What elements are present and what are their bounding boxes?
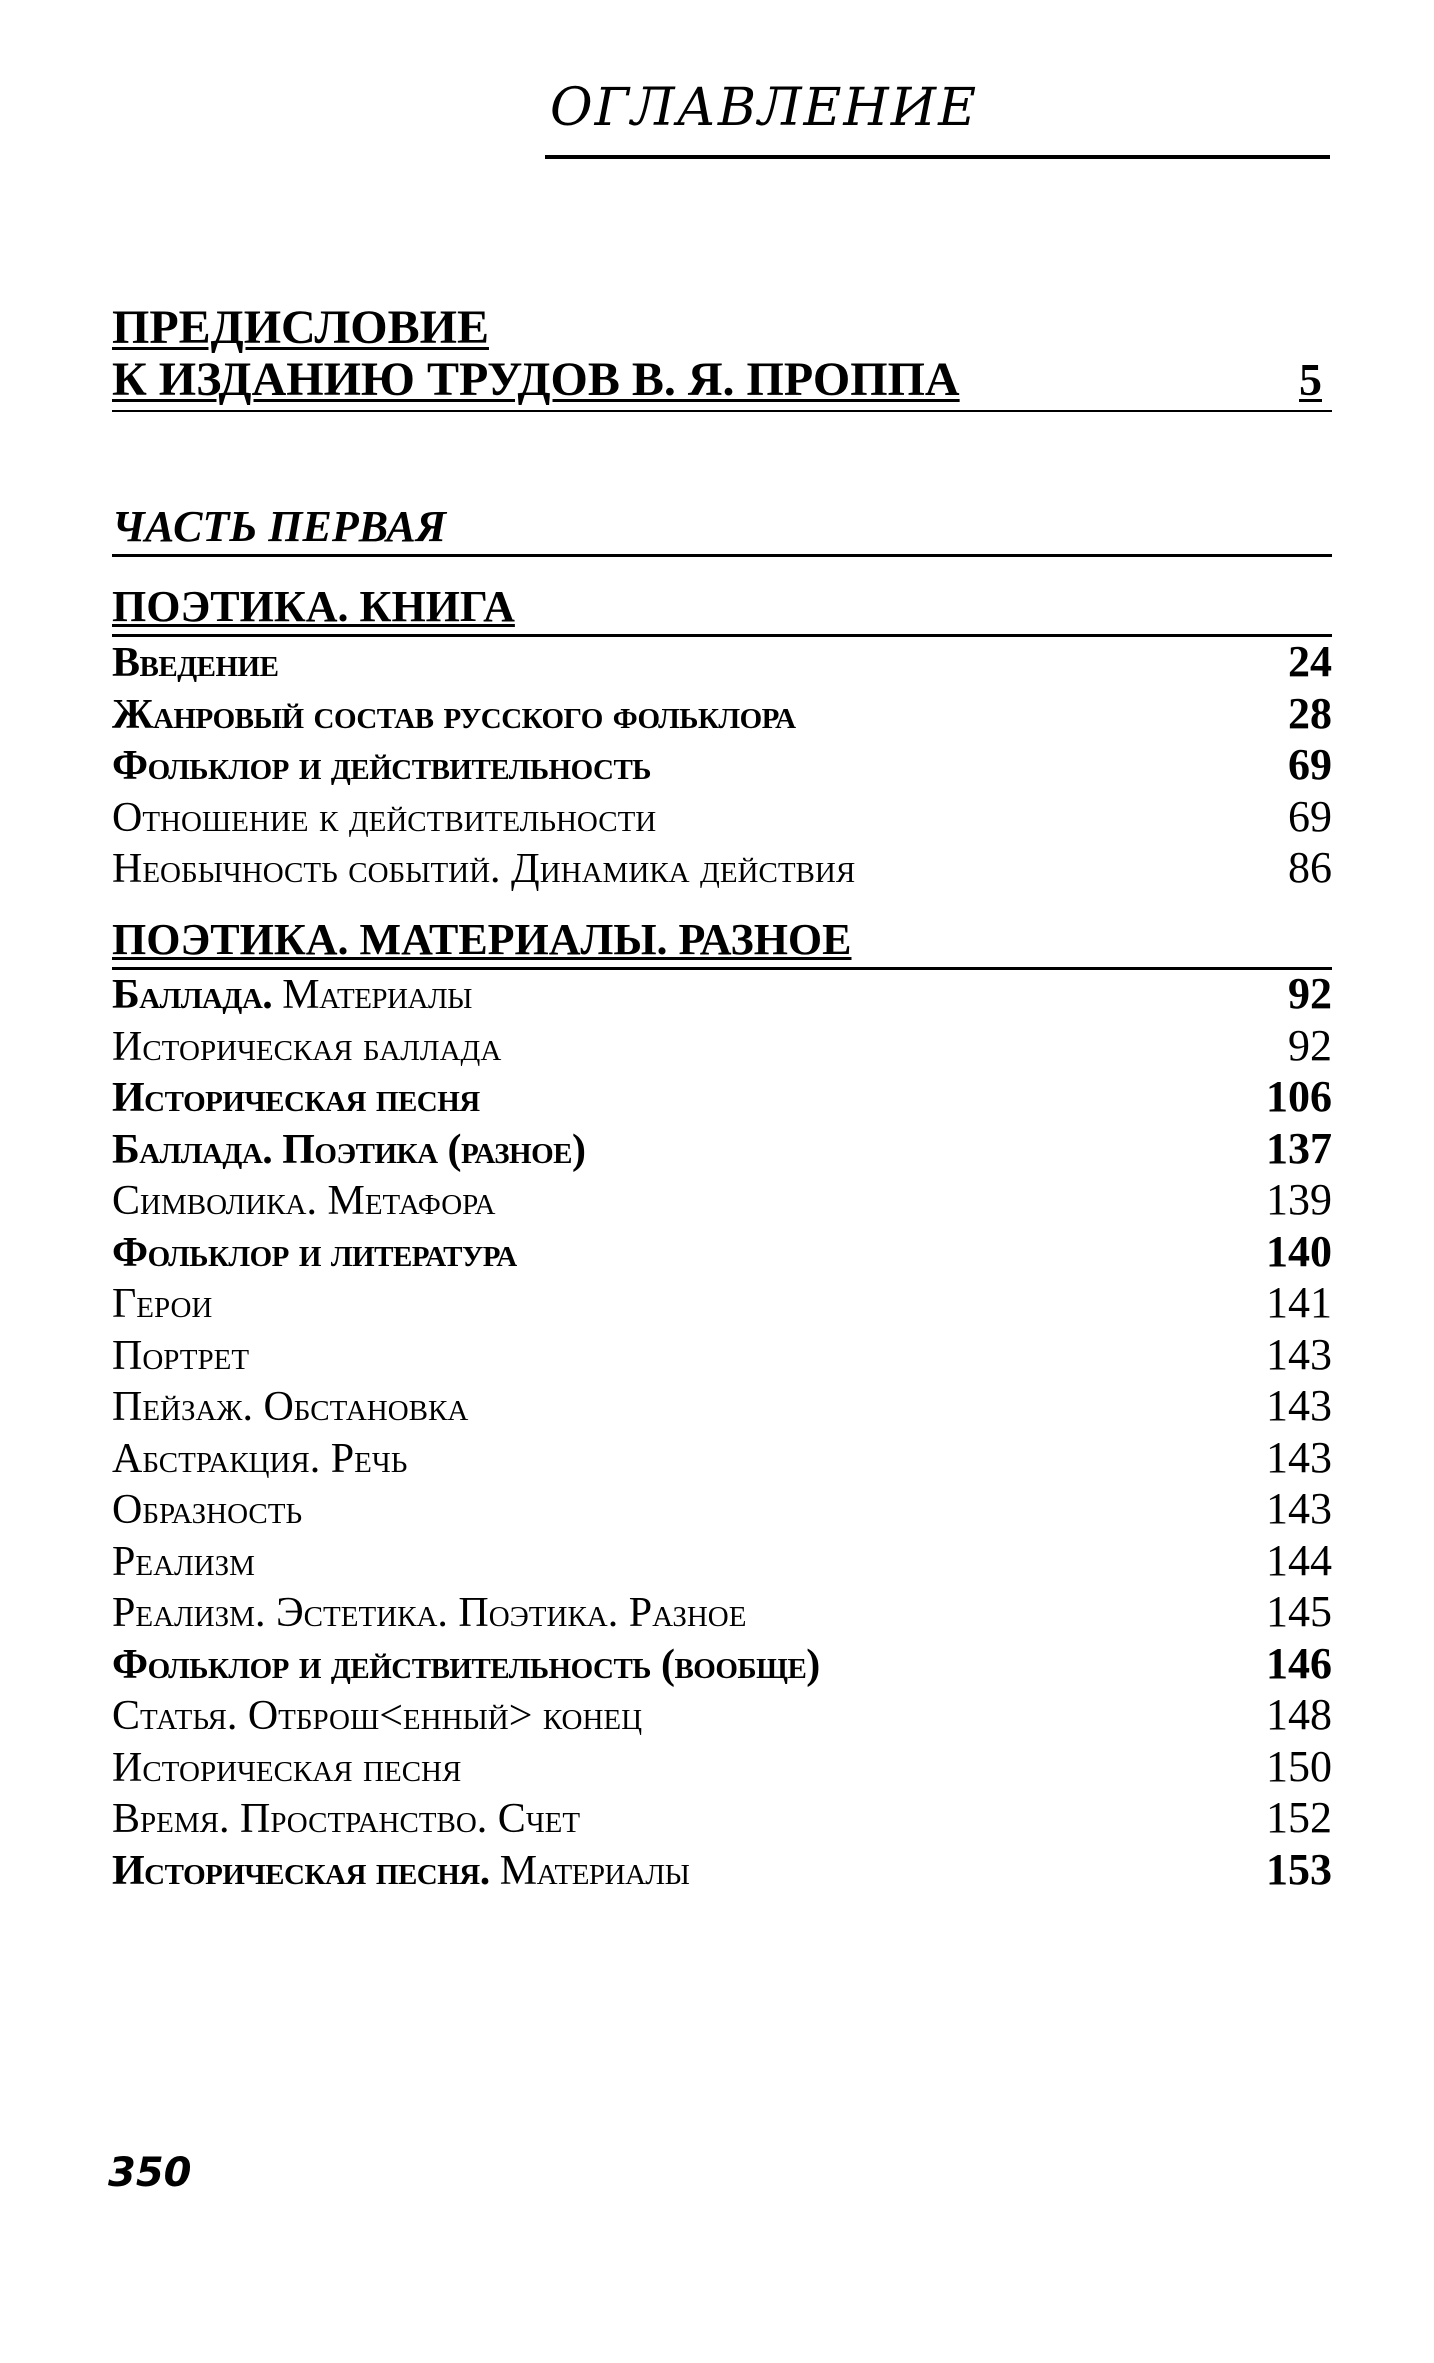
toc-entry-title-text: Герои	[112, 1281, 213, 1327]
toc-entry-page: 143	[1266, 1381, 1332, 1430]
toc-entry	[112, 1226, 1332, 1278]
toc-entry-title	[112, 1846, 689, 1898]
preface-entry	[112, 302, 1332, 412]
toc-entry	[112, 1792, 1332, 1844]
toc-entry-page: 86	[1288, 843, 1332, 892]
toc-entry-page: 143	[1266, 1329, 1332, 1379]
toc-entry	[112, 1329, 1332, 1381]
toc-entry	[112, 1535, 1332, 1587]
toc-entry-title-text: Историческая баллада	[112, 1023, 502, 1070]
toc-entry	[112, 1844, 1332, 1896]
toc-entry	[112, 1741, 1332, 1793]
page-number: 350	[108, 2150, 192, 2196]
toc-entry-title	[112, 1382, 468, 1434]
toc-entry-title	[112, 1073, 480, 1125]
toc-entry-page: 150	[1266, 1741, 1332, 1791]
toc-entry-page: 24	[1288, 637, 1332, 686]
toc-entry-title-text: Историческая песня	[112, 1744, 462, 1791]
toc-entry-title-text: Абстракция. Речь	[112, 1435, 408, 1482]
toc-entry	[112, 1483, 1332, 1535]
preface-title-line1: ПРЕДИСЛОВИЕ	[112, 301, 489, 354]
toc-entry	[112, 1020, 1332, 1072]
toc-entry-page: 143	[1266, 1432, 1332, 1482]
toc-entry-page: 137	[1266, 1123, 1332, 1173]
toc-entry-title	[112, 1228, 517, 1280]
toc-entry	[112, 791, 1332, 843]
toc-entry	[112, 1123, 1332, 1175]
toc-entry-title-text: Символика. Метафора	[112, 1178, 496, 1224]
toc-entry-title	[112, 1485, 302, 1537]
toc-entry-title	[112, 844, 855, 896]
toc-entry-title-text: Жанровый состав русского фольклора	[112, 691, 796, 738]
toc-entry-title-text: Фольклор и действительность (вообще)	[112, 1641, 820, 1688]
toc-entry-page: 144	[1266, 1535, 1332, 1585]
toc-entry-title-text: Необычность событий. Динамика действия	[112, 846, 856, 892]
toc-entry-title	[112, 793, 656, 845]
toc-entry-page: 69	[1288, 791, 1332, 841]
toc-entry-page: 141	[1266, 1278, 1332, 1327]
toc-entry-page: 145	[1266, 1587, 1332, 1636]
toc-entry	[112, 1071, 1332, 1123]
toc-entry-title-text: Фольклор и действительность	[112, 743, 651, 789]
section-heading-2	[112, 915, 1332, 970]
toc-entry-page: 92	[1288, 969, 1332, 1018]
section-heading-1	[112, 582, 1332, 637]
toc-entry	[112, 739, 1332, 791]
preface-page-number: 5	[1299, 354, 1322, 405]
toc-entry-title-text: Портрет	[112, 1332, 250, 1379]
toc-entry-title	[112, 1176, 496, 1228]
toc-entry-title	[112, 1794, 580, 1846]
toc-entry-title	[112, 1537, 255, 1589]
page-header-title: ОГЛАВЛЕНИЕ	[550, 78, 979, 138]
toc-entry-title	[112, 970, 472, 1022]
toc-entry-title	[112, 1743, 461, 1795]
preface-title-line2-row	[112, 354, 1332, 412]
toc-entry-title	[112, 1279, 212, 1331]
toc-entry-title-text: Баллада. Поэтика (разное)	[112, 1126, 586, 1173]
part-heading	[112, 502, 1332, 557]
toc-entry-title-text: Историческая песня	[112, 1075, 480, 1121]
toc-entry	[112, 1277, 1332, 1329]
toc-entry-title-text: Историческая песня.	[112, 1847, 490, 1894]
toc-entry-title	[112, 1588, 746, 1640]
toc-entry-title	[112, 1640, 820, 1692]
toc-entry	[112, 1586, 1332, 1638]
part-title: ЧАСТЬ ПЕРВАЯ	[112, 502, 447, 551]
toc-entry-page: 92	[1288, 1020, 1332, 1070]
toc-entry-title	[112, 741, 651, 793]
toc-entry-title	[112, 1331, 249, 1383]
section-2-list	[112, 968, 1332, 1895]
toc-entry-title-text: Отношение к действительности	[112, 794, 657, 841]
toc-entry-title-text: Пейзаж. Обстановка	[112, 1384, 469, 1430]
toc-entry-title-text: Баллада.	[112, 972, 273, 1018]
toc-entry	[112, 1638, 1332, 1690]
toc-entry-page: 140	[1266, 1226, 1332, 1276]
toc-entry	[112, 1380, 1332, 1432]
toc-entry-title-text: Время. Пространство. Счет	[112, 1796, 581, 1842]
toc-entry-title-text: Фольклор и литература	[112, 1229, 517, 1276]
preface-title-line2: К ИЗДАНИЮ ТРУДОВ В. Я. ПРОППА	[112, 353, 960, 406]
toc-entry-page: 106	[1266, 1072, 1332, 1121]
toc-entry-page: 139	[1266, 1175, 1332, 1224]
toc-entry-subtitle: Материалы	[489, 1847, 690, 1894]
toc-entry-title-text: Реализм. Эстетика. Поэтика. Разное	[112, 1590, 747, 1636]
toc-entry-page: 152	[1266, 1793, 1332, 1842]
toc-entry-title	[112, 1434, 407, 1486]
toc-entry-subtitle: Материалы	[272, 972, 472, 1018]
toc-entry-page: 28	[1288, 688, 1332, 738]
section-title-2: ПОЭТИКА. МАТЕРИАЛЫ. РАЗНОЕ	[112, 915, 852, 964]
toc-entry-title	[112, 1691, 642, 1743]
toc-entry	[112, 842, 1332, 894]
toc-entry-title-text: Статья. Отброш<енный> конец	[112, 1693, 643, 1739]
toc-entry-page: 146	[1266, 1638, 1332, 1688]
toc-entry-title-text: Образность	[112, 1487, 303, 1533]
toc-entry-title	[112, 690, 796, 742]
header-rule	[545, 155, 1330, 159]
toc-entry-page: 148	[1266, 1690, 1332, 1739]
toc-entry-title	[112, 638, 278, 690]
toc-entry-title	[112, 1022, 501, 1074]
toc-entry	[112, 688, 1332, 740]
toc-entry-page: 143	[1266, 1484, 1332, 1533]
toc-entry	[112, 1432, 1332, 1484]
toc-entry-title	[112, 1125, 586, 1177]
toc-entry	[112, 1174, 1332, 1226]
section-title-1: ПОЭТИКА. КНИГА	[112, 582, 515, 631]
toc-entry-page: 153	[1266, 1844, 1332, 1894]
toc-entry-title-text: Введение	[112, 640, 279, 686]
toc-entry-page: 69	[1288, 740, 1332, 789]
toc-entry	[112, 968, 1332, 1020]
section-1-list	[112, 636, 1332, 894]
toc-entry	[112, 1689, 1332, 1741]
toc-entry	[112, 636, 1332, 688]
toc-entry-title-text: Реализм	[112, 1538, 255, 1585]
